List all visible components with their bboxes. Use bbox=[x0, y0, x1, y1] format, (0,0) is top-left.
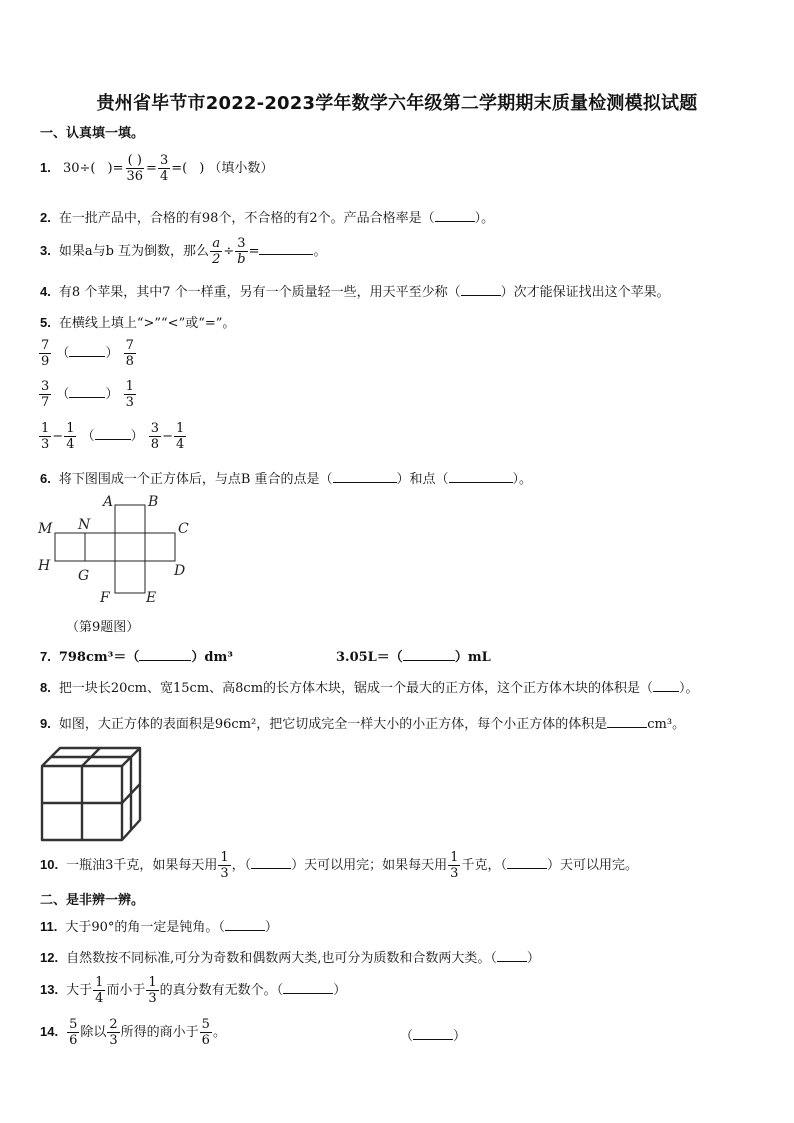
label-G: G bbox=[78, 568, 90, 584]
fraction: $\frac{2}{3}$ bbox=[109, 1017, 118, 1048]
answer-blank[interactable] bbox=[95, 439, 131, 440]
question-6: 6. 将下图围成一个正方体后，与点B 重合的点是（ ）和点（ ）。 bbox=[40, 471, 533, 487]
answer-blank[interactable] bbox=[497, 961, 527, 962]
fraction: $\frac{1}{3}$ bbox=[450, 850, 459, 881]
label-D: D bbox=[174, 563, 186, 579]
fraction: $\frac{5}{6}$ bbox=[69, 1017, 78, 1048]
fraction: $\frac{1}{4}$ bbox=[95, 975, 104, 1006]
label-A: A bbox=[103, 494, 114, 510]
fraction: $\frac{3}{4}$ bbox=[159, 153, 169, 184]
q5-row-2: $\frac{3}{7}$ （ ） $\frac{1}{3}$ bbox=[41, 379, 134, 410]
question-2: 2. 在一批产品中，合格的有98个，不合格的有2个。产品合格率是（ ）。 bbox=[40, 210, 495, 226]
answer-blank[interactable] bbox=[607, 727, 647, 728]
section-1-heading: 一、认真填一填。 bbox=[40, 126, 145, 141]
q1-expression: 30÷ bbox=[62, 161, 91, 176]
answer-blank[interactable] bbox=[69, 397, 105, 398]
question-number: 1. bbox=[40, 160, 51, 175]
fraction: $\frac{1}{3}$ bbox=[125, 379, 134, 410]
net-face-left bbox=[55, 533, 85, 561]
page-title: 贵州省毕节市2022-2023学年数学六年级第二学期期末质量检测模拟试题 bbox=[96, 93, 698, 114]
question-12: 12. 自然数按不同标准,可分为奇数和偶数两大类,也可分为质数和合数两大类。（ ） bbox=[40, 950, 540, 966]
question-3: 3. 如果a与b 互为倒数，那么 $\frac{a}{2}$ ÷ $\frac{3}{b}$ = 。 bbox=[40, 236, 327, 267]
section-2-heading: 二、是非辨一辨。 bbox=[40, 893, 145, 908]
fraction: $\frac{( )}{36}$ bbox=[126, 153, 144, 184]
label-E: E bbox=[146, 590, 157, 606]
label-M: M bbox=[38, 521, 53, 537]
fraction: $\frac{1}{4}$ bbox=[66, 421, 75, 452]
answer-blank[interactable] bbox=[333, 482, 397, 483]
fraction: $\frac{3}{8}$ bbox=[150, 421, 160, 452]
q1-note: （填小数） bbox=[208, 161, 274, 176]
surface-area-value: 96cm² bbox=[214, 717, 257, 732]
question-4: 4. 有8 个苹果，其中7 个一样重，另有一个质量轻一些，用天平至少称（ ）次才能保证找出这个苹果。 bbox=[40, 284, 670, 300]
fraction: $\frac{7}{9}$ bbox=[41, 338, 50, 369]
q5-row-3: $\frac{1}{3}$ − $\frac{1}{4}$ （ ） $\frac{3}{8}$ − $\frac{1}{4}$ bbox=[41, 421, 185, 452]
net-face-bottom bbox=[115, 561, 145, 593]
fraction: $\frac{3}{b}$ bbox=[237, 236, 246, 267]
answer-blank[interactable] bbox=[507, 868, 547, 869]
fraction: $\frac{1}{3}$ bbox=[41, 421, 50, 452]
fraction: $\frac{1}{4}$ bbox=[175, 421, 185, 452]
answer-blank[interactable] bbox=[69, 356, 105, 357]
question-7-part-2: 3.05L＝（ ）mL bbox=[336, 650, 491, 665]
label-C: C bbox=[178, 521, 189, 537]
answer-blank[interactable] bbox=[139, 660, 191, 661]
answer-blank[interactable] bbox=[225, 930, 265, 931]
label-F: F bbox=[100, 590, 110, 606]
fraction: $\frac{7}{8}$ bbox=[125, 338, 134, 369]
answer-blank[interactable] bbox=[251, 868, 291, 869]
fraction: $\frac{3}{7}$ bbox=[41, 379, 50, 410]
fraction: $\frac{1}{3}$ bbox=[220, 850, 229, 881]
answer-blank[interactable] bbox=[449, 482, 513, 483]
net-face-left-mid bbox=[85, 533, 115, 561]
figure-caption: （第9题图） bbox=[66, 620, 140, 635]
question-11: 11. 大于90°的角一定是钝角。（ ） bbox=[40, 919, 278, 935]
fraction: $\frac{a}{2}$ bbox=[212, 236, 221, 267]
label-H: H bbox=[38, 558, 51, 574]
question-1: 1. 30÷( )= $\frac{( )}{36}$ = $\frac{3}{4}$ =( ) （填小数） bbox=[40, 153, 274, 184]
net-face-right bbox=[145, 533, 175, 561]
question-14-answer: （ ） bbox=[400, 1029, 467, 1044]
question-8: 8. 把一块长20cm、宽15cm、高8cm的长方体木块，锯成一个最大的正方体，这个正方体木块的体积是（ ）。 bbox=[40, 680, 699, 696]
question-9: 9. 如图，大正方体的表面积是96cm²，把它切成完全一样大小的小正方体，每个小正方体的体积是 cm³。 bbox=[40, 716, 686, 732]
label-N: N bbox=[78, 517, 91, 533]
answer-blank[interactable] bbox=[413, 1039, 453, 1040]
question-5: 5. 在横线上填上“>”“<”或“=”。 bbox=[40, 315, 236, 331]
answer-blank[interactable] bbox=[435, 221, 475, 222]
question-13: 13. 大于 $\frac{1}{4}$ 而小于 $\frac{1}{3}$ 的真分数有无数个。（ ） bbox=[40, 975, 347, 1006]
net-face-top bbox=[115, 505, 145, 533]
cube-figure bbox=[36, 742, 146, 844]
q5-row-1: $\frac{7}{9}$ （ ） $\frac{7}{8}$ bbox=[41, 338, 134, 369]
fraction: $\frac{1}{3}$ bbox=[148, 975, 157, 1006]
question-7: 7. 798cm³＝（ ）dm³ bbox=[40, 649, 233, 665]
label-B: B bbox=[148, 494, 159, 510]
answer-blank[interactable] bbox=[403, 660, 455, 661]
net-face-center bbox=[115, 533, 145, 561]
question-10: 10. 一瓶油3千克，如果每天用 $\frac{1}{3}$ ，（ ）天可以用完；如果每天用 $\frac{1}{3}$ 千克，（ ）天可以用完。 bbox=[40, 850, 638, 881]
answer-blank[interactable] bbox=[259, 254, 313, 255]
fraction: $\frac{5}{6}$ bbox=[201, 1017, 210, 1048]
answer-blank[interactable] bbox=[653, 691, 679, 692]
answer-blank[interactable] bbox=[461, 295, 501, 296]
answer-blank[interactable] bbox=[283, 993, 333, 994]
question-14: 14. $\frac{5}{6}$ 除以 $\frac{2}{3}$ 所得的商小于 $\frac{5}{6}$ 。 bbox=[40, 1017, 226, 1048]
